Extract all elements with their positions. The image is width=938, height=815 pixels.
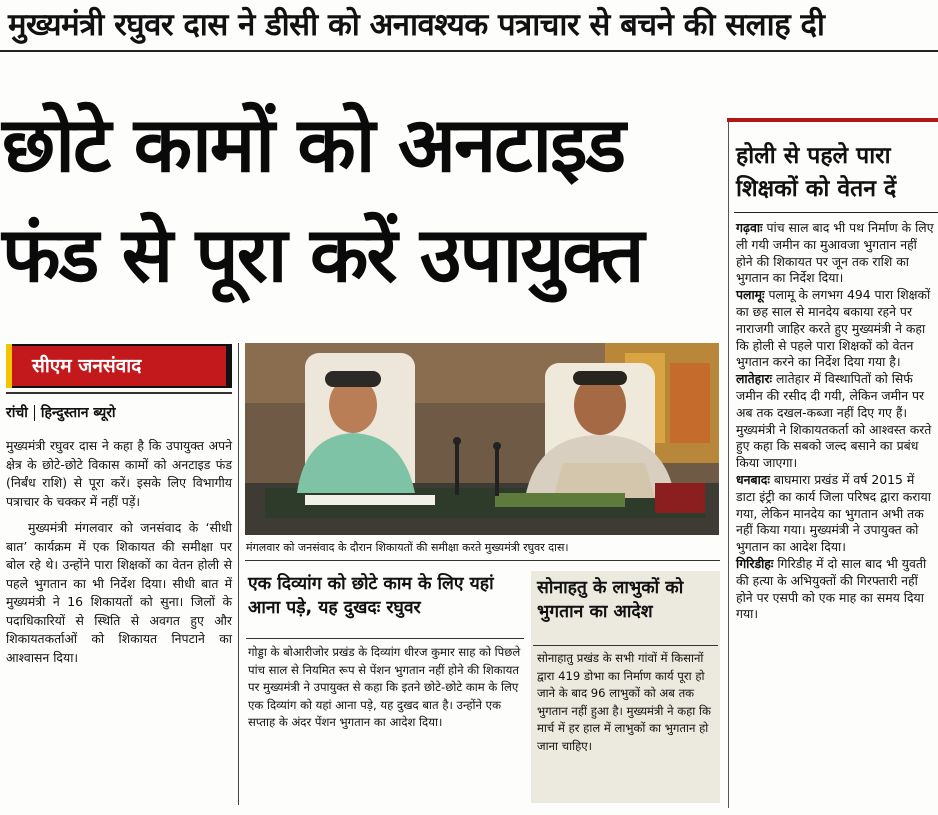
column-divider — [238, 343, 239, 805]
photo-caption: मंगलवार को जनसंवाद के दौरान शिकायतों की समीक्षा करते मुख्यमंत्री रघुवर दास। — [246, 541, 569, 554]
byline — [6, 403, 232, 422]
sidebar-item — [736, 472, 936, 556]
byline-separator — [34, 405, 35, 421]
kicker-headline: मुख्यमंत्री रघुवर दास ने डीसी को अनावश्यक पत्राचार से बचने की सलाह दी — [8, 7, 825, 43]
sidebar-item-place: पलामूः — [736, 287, 765, 303]
sidebar-item-text: पांच साल बाद भी पथ निर्माण के लिए ली गयी जमीन का मुआवजा भुगतान नहीं होने की शिकायत पर जून तक राशि का भुगतान का निर्देश दिया। — [736, 220, 934, 286]
sidebar-headline: होली से पहले पारा शिक्षकों को वेतन दें — [736, 143, 897, 202]
sidebar-divider — [728, 122, 729, 808]
top-divider — [0, 50, 938, 52]
news-photo — [245, 343, 719, 535]
main-article-paragraph: मुख्यमंत्री रघुवर दास ने कहा है कि उपायुक्त अपने क्षेत्र के छोटे-छोटे विकास कामों को अनटाइड फंड (निर्बंध राशि) से पूरा करें। इसके लिए विभागीय पत्राचार के चक्कर में नहीं पड़ें। — [6, 438, 232, 509]
byline-place: रांची — [6, 405, 28, 421]
sidebar-item-place: गढ़वाः — [736, 220, 763, 235]
story-3-rule — [533, 645, 718, 646]
sidebar-item — [736, 220, 936, 287]
sidebar-item — [736, 556, 936, 623]
sidebar-item-place: धनबादः — [736, 471, 770, 487]
section-tag — [6, 344, 232, 388]
story-2-headline: एक दिव्यांग को छोटे काम के लिए यहां आना पड़े, यह दुखदः रघुवर — [248, 574, 494, 618]
sidebar-item-text: पलामू के लगभग 494 पारा शिक्षकों का छह साल से मानदेय बकाया रहने पर नाराजगी जाहिर करते हुए मुख्यमंत्री ने कहा कि होली से पहले पारा शिक्षकों को वेतन भुगतान करने का निर्देश दिया गया है। — [736, 287, 931, 370]
headline-line-1: छोटे कामों को अनटाइड — [2, 100, 625, 189]
byline-bureau: हिन्दुस्तान ब्यूरो — [40, 405, 116, 421]
story-2-rule — [246, 638, 524, 639]
sidebar-body — [736, 220, 936, 623]
sidebar-item-place: गिरिडीहः — [736, 555, 774, 571]
tag-rule — [6, 392, 232, 394]
caption-rule — [245, 560, 720, 561]
sidebar-item — [736, 287, 936, 371]
story-3-body: सोनाहातु प्रखंड के सभी गांवों में किसानों द्वारा 419 डोभा का निर्माण कार्य पूरा हो जाने के बाद 96 लाभुकों को अब तक भुगतान नहीं हुआ है। मुख्यमंत्री ने कहा कि मार्च में हर हाल में लाभुकों का भुगतान हो जाना चाहिए। — [537, 651, 711, 753]
sidebar-item — [736, 371, 936, 472]
sidebar-head-rule — [734, 212, 938, 213]
story-2-body: गोड्डा के बोआरीजोर प्रखंड के दिव्यांग धीरज कुमार साह को पिछले पांच साल से नियमित रूप से पेंशन भुगतान नहीं होने की शिकायत पर मुख्यमंत्री ने उपायुक्त से कहा कि इतने छोटे-छोटे काम के लिए एक दिव्यांग को यहां आना पड़े, यह दुखद बात है। उन्होंने एक सप्ताह के अंदर पेंशन भुगतान का आदेश दिया। — [248, 645, 521, 729]
sidebar-item-text: गिरिडीह में दो साल बाद भी युवती की हत्या के अभियुक्तों की गिरफ्तारी नहीं होने पर एसपी को एक माह का समय दिया गया। — [736, 555, 927, 622]
main-article-paragraph: मुख्यमंत्री मंगलवार को जनसंवाद के ‘सीधी बात’ कार्यक्रम में एक शिकायत की समीक्षा पर बोल रहे थे। उन्होंने पारा शिक्षकों का वेतन होली से पहले भुगतान का भी निर्देश दिया। सीधी बात में मुख्यमंत्री ने 16 शिकायतों को सुना। जिलों के पदाधिकारियों से स्थिति से अवगत हुए और शिकायतकर्ताओं को शिकायत निपटाने का आश्वासन दिया। — [6, 520, 232, 665]
story-3-headline: सोनाहतु के लाभुकों को भुगतान का आदेश — [537, 578, 684, 622]
sidebar-top-rule — [727, 118, 938, 122]
headline-line-2: फंड से पूरा करें उपायुक्त — [2, 210, 643, 299]
sidebar-item-place: लातेहारः — [736, 371, 773, 387]
section-tag-label: सीएम जनसंवाद — [12, 346, 226, 386]
photo-illustration — [245, 343, 719, 535]
sidebar-item-text: बाघमारा प्रखंड में वर्ष 2015 में डाटा इंट्री का कार्य जिला परिषद द्वारा कराया गया, लेकिन मानदेय का भुगतान अभी तक नहीं किया गया। मुख्यमंत्री ने उपायुक्त को भुगतान का आदेश दिया। — [736, 471, 931, 555]
main-article-body — [6, 437, 232, 675]
sidebar-item-text: लातेहार में विस्थापितों को सिर्फ जमीन की रसीद दी गयी, लेकिन जमीन पर अब तक दखल-कब्जा नहीं दिए गए हैं। मुख्यमंत्री ने शिकायतकर्ता को आश्वस्त करते हुए कहा कि सबको जल्द बसाने का प्रबंध किया जाएगा। — [736, 371, 932, 471]
